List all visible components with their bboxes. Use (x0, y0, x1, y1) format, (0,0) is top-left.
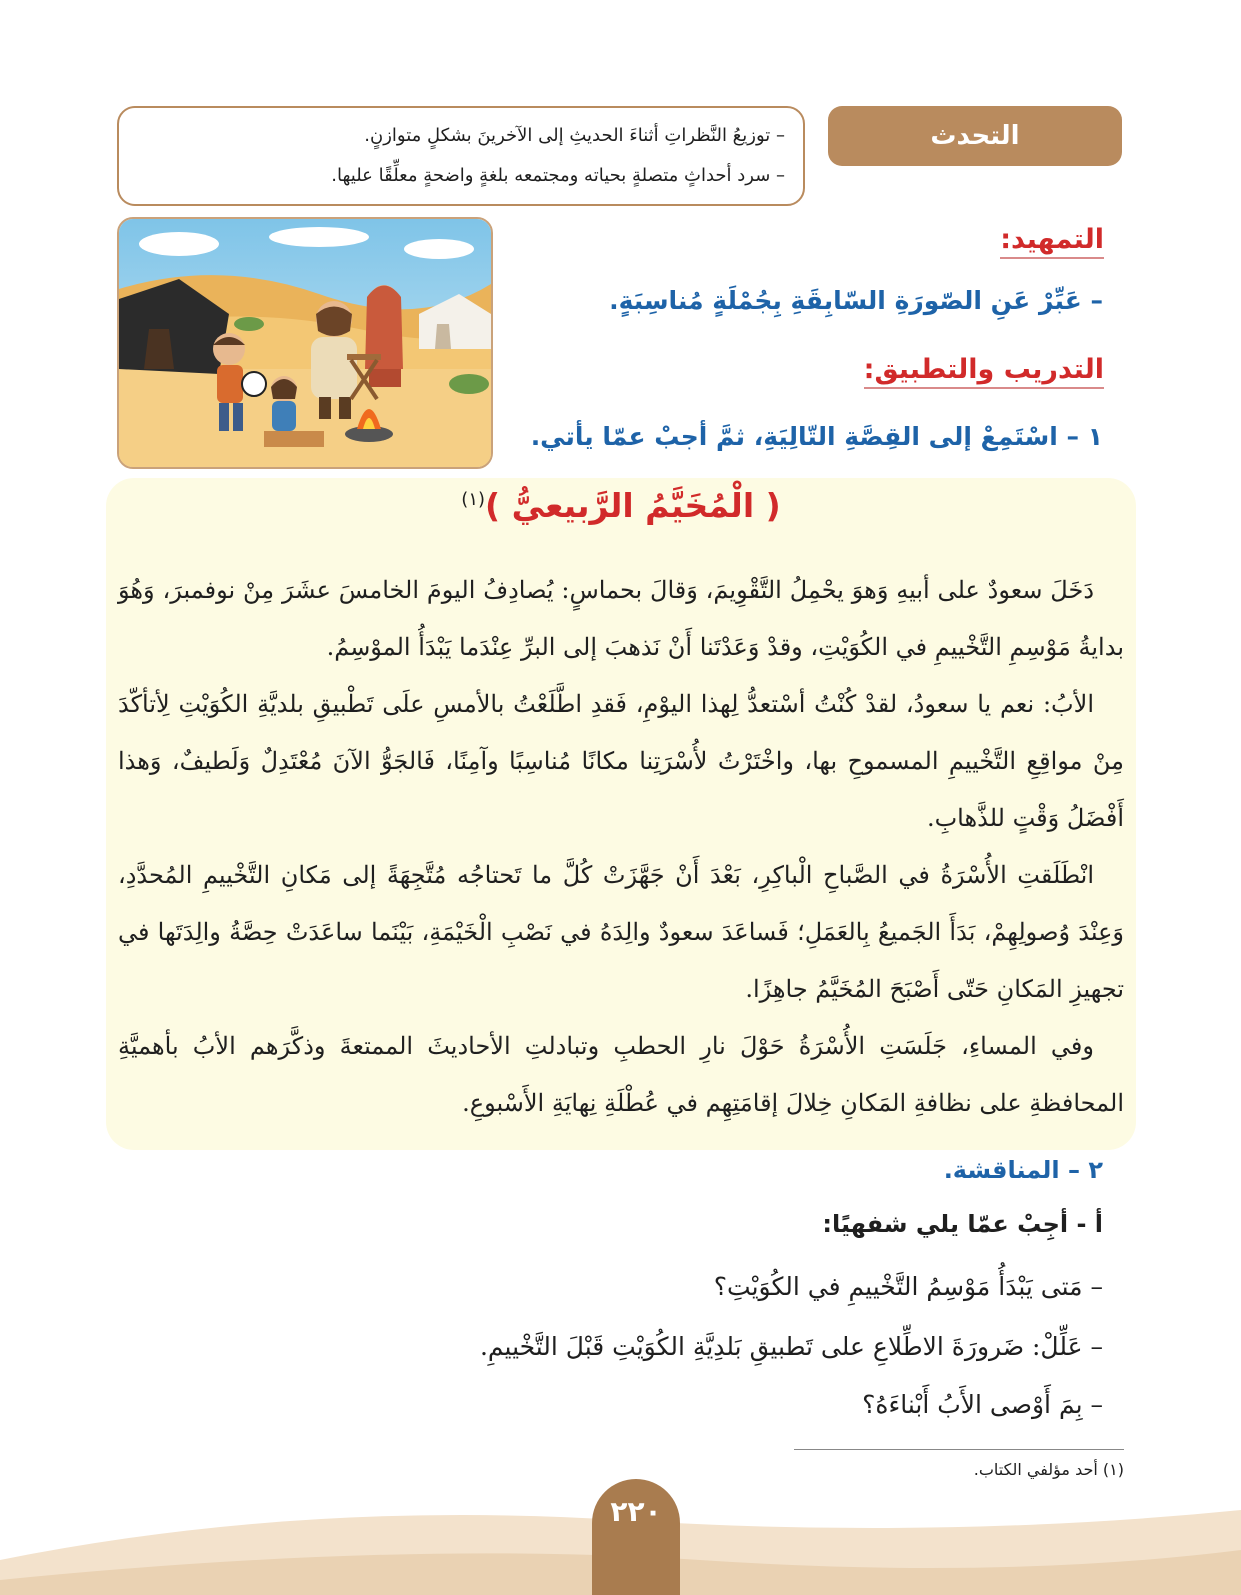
story-paragraph: دَخَلَ سعودٌ على أبيهِ وَهوَ يحْمِلُ التَّقْوِيمَ، وَقالَ بحماسٍ: يُصادِفُ اليومَ الخامسَ عشَرَ مِنْ نوفمبرَ، وَهُوَ بدايةُ مَوْسِمِ التَّخْييمِ في الكُوَيْتِ، وقدْ وَعَدْتَنا أَنْ نَذهبَ إلى البرِّ عِنْدَما يَبْدَأُ الموْسِمُ. (118, 576, 1124, 661)
story-paragraph: وفي المساءِ، جَلَسَتِ الأُسْرَةُ حَوْلَ نارِ الحطبِ وتبادلتِ الأحاديثَ الممتعةَ وذكَّرَهم الأبُ بأهميَّةِ المحافظةِ على نظافةِ المَكانِ خِلالَ إقامَتِهِم في عُطْلَةِ نِهايَةِ الأَسْبوعِ. (118, 1032, 1124, 1117)
discussion-heading: ٢ – المناقشة. (943, 1156, 1103, 1184)
page-number: ٢٢٠ (592, 1479, 680, 1595)
footnote-divider (794, 1449, 1124, 1450)
intro-instruction: – عَبِّرْ عَنِ الصّورَةِ السّابِقَةِ بِجُمْلَةٍ مُناسِبَةٍ. (609, 286, 1103, 315)
story-text (118, 562, 1124, 1132)
discussion-question: – مَتى يَبْدَأُ مَوْسِمُ التَّخْييمِ في الكُوَيْتِ؟ (713, 1272, 1103, 1301)
question-1: ١ – اسْتَمِعْ إلى القِصَّةِ التّالِيَةِ، ثمَّ أجبْ عمّا يأتي. (530, 422, 1103, 451)
footnote-marker: (١) (461, 489, 486, 510)
part-a-heading: أ - أجِبْ عمّا يلي شفهيًا: (822, 1210, 1103, 1238)
section-tab-speaking: التحدث (828, 106, 1122, 166)
story-paragraph: انْطَلَقتِ الأُسْرَةُ في الصَّباحِ الْباكِرِ، بَعْدَ أَنْ جَهَّزَتْ كُلَّ ما تَحتاجُه مُتَّجِهَةً إلى مَكانِ التَّخْييمِ المُحدَّدِ، وَعِنْدَ وُصولِهِمْ، بَدَأَ الجَميعُ بِالعَمَلِ؛ فَساعَدَ سعودٌ والِدَهُ في نَصْبِ الْخَيْمَةِ، بَيْنَما ساعَدَتْ حِصَّةُ والِدَتَها في تجهيزِ المَكانِ حَتّى أَصْبَحَ المُخَيَّمُ جاهِزًا. (118, 861, 1124, 1003)
story-title: ( الْمُخَيَّمُ الرَّبيعيُّ )$^{(١)}$ (461, 486, 781, 525)
intro-heading: التمهيد: (1000, 224, 1104, 255)
objectives-box (117, 106, 805, 206)
objective-item: – سرد أحداثٍ متصلةٍ بحياته ومجتمعه بلغةٍ واضحةٍ معلِّقًا عليها. (331, 165, 785, 186)
objective-item: – توزيعُ النَّظراتِ أثناءَ الحديثِ إلى الآخرينَ بشكلٍ متوازنٍ. (364, 125, 785, 146)
camping-family-illustration (117, 217, 493, 469)
story-paragraph: الأبُ: نعم يا سعودُ، لقدْ كُنْتُ أسْتعدُّ لِهذا اليوْمِ، فَقدِ اطَّلَعْتُ بالأمسِ علَى تَطْبيقِ بلديَّةِ الكُوَيْتِ لِأتأكّدَ مِنْ مواقِعِ التَّخْييمِ المسموحِ بها، واخْتَرْتُ لأُسْرَتِنا مكانًا مُناسِبًا وآمِنًا، فَالجَوُّ الآنَ مُعْتَدِلٌ وَلَطيفٌ، وَهذا أَفْضَلُ وَقْتٍ للذَّهابِ. (118, 690, 1125, 832)
discussion-question: – عَلِّلْ: ضَرورَةَ الاطِّلاعِ على تَطبيقِ بَلدِيَّةِ الكُوَيْتِ قَبْلَ التَّخْييمِ. (479, 1332, 1103, 1361)
practice-heading: التدريب والتطبيق: (864, 354, 1104, 385)
footnote: (١) أحد مؤلفي الكتاب. (973, 1460, 1124, 1479)
discussion-question: – بِمَ أَوْصى الأَبُ أَبْناءَهُ؟ (862, 1390, 1103, 1419)
